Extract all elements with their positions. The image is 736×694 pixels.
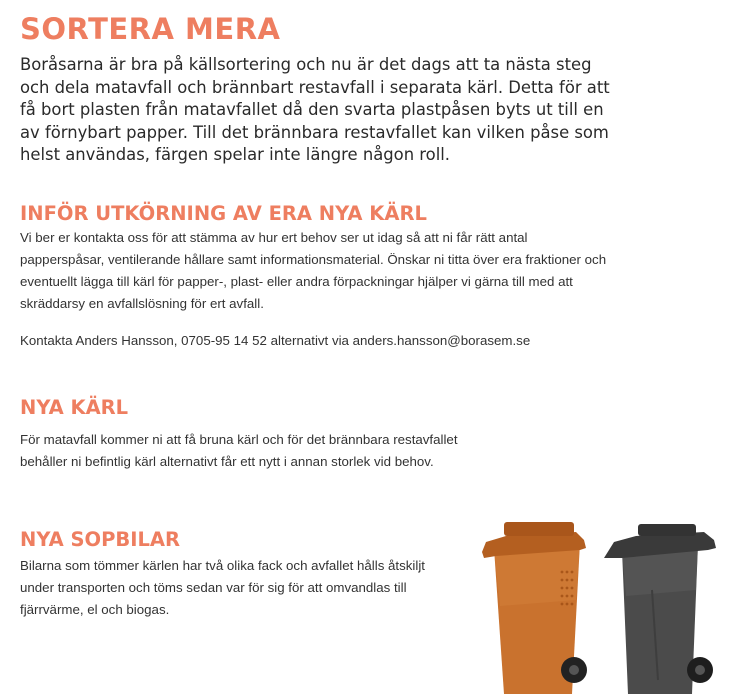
brown-bin — [482, 522, 587, 694]
intro-paragraph: Boråsarna är bra på källsortering och nu är det dags att ta nästa steg och dela matavfall och brännbart restavfall i separata kärl. Detta för att få bort plasten från matavfallet då den svarta plastpåsen byts ut till en av förnybart papper. Till det brännbara restavfallet kan vilken påse som helst användas, färgen spelar inte längre någon roll. — [20, 55, 610, 164]
waste-bins-image — [476, 520, 736, 694]
section-heading-sopbilar: NYA SOPBILAR — [20, 528, 181, 551]
section-paragraph-nya-karl: För matavfall kommer ni att få bruna kärl och för det brännbara restavfallet behåller ni befintlig kärl alternativt får ett nytt i annan storlek vid behov. — [20, 432, 458, 469]
section-heading-utkorning: INFÖR UTKÖRNING AV ERA NYA KÄRL — [20, 202, 427, 225]
contact-line: Kontakta Anders Hansson, 0705-95 14 52 alternativt via anders.hansson@borasem.se — [20, 333, 531, 348]
grey-bin — [604, 524, 716, 694]
section-heading-nya-karl: NYA KÄRL — [20, 396, 129, 419]
section-paragraph-utkorning: Vi ber er kontakta oss för att stämma av hur ert behov ser ut idag så att ni får rätt antal papperspåsar, ventilerande hållare samt informationsmaterial. Önskar ni titta över era fraktioner och eventuellt lägga till kärl för papper-, plast- eller andra förpackningar hjälper vi gärna till med att skräddarsy en avfallslösning för ert avfall. — [20, 230, 607, 311]
section-paragraph-sopbilar: Bilarna som tömmer kärlen har två olika fack och avfallet hålls åtskiljt under transporten och töms sedan var för sig för att omvandlas till fjärrvärme, el och biogas. — [20, 558, 425, 617]
page-title: SORTERA MERA — [20, 12, 281, 46]
